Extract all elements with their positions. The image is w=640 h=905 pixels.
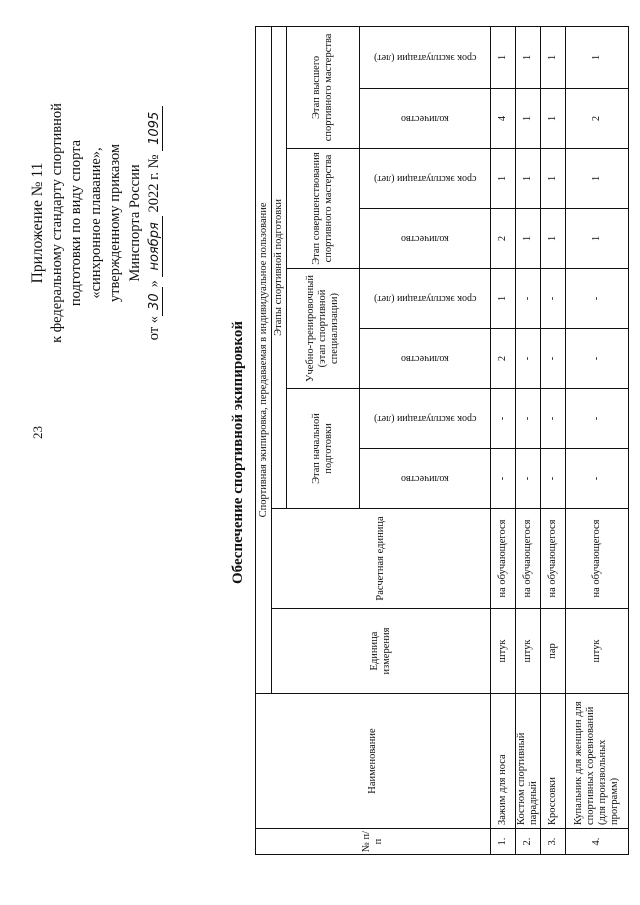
subheader-term: срок эксплуатации (лет): [360, 269, 491, 329]
handwritten-day: 30: [147, 287, 163, 316]
appendix-line: к федеральному стандарту спортивной: [48, 103, 65, 343]
table-row: 2. Костюм спортивный парадный штук на обучающегося - - - - 1 1 1 1: [516, 26, 541, 854]
appendix-line: утвержденному приказом: [107, 143, 123, 303]
header-num: № п/п: [256, 829, 491, 855]
table-row: 4. Купальник для женщин для спортивных соревнований (для произвольных программ) штук на обучающегося - - - - 1 1 2 1: [566, 26, 629, 854]
equipment-table: [255, 26, 629, 855]
header-stage-2: Учебно-тренировочный (этап спортивной специализации): [287, 269, 360, 389]
header-stage-3: Этап совершенствования спортивного мастерства: [287, 149, 360, 269]
page-number: 23: [30, 426, 45, 439]
table-row: 3. Кроссовки пар на обучающегося - - - - 1 1 1 1: [541, 26, 566, 854]
appendix-line: Минспорта России: [126, 164, 143, 282]
header-stage-4: Этап высшего спортивного мастерства: [287, 26, 360, 148]
table-caption: Спортивная экипировка, передаваемая в индивидуальное пользование: [256, 26, 272, 693]
subheader-qty: количество: [360, 89, 491, 149]
subheader-qty: количество: [360, 209, 491, 269]
appendix-title: Приложение № 11: [29, 162, 46, 284]
table-row: 1. Зажим для носа штук на обучающегося - - 2 1 2 1 4 1: [491, 26, 516, 854]
subheader-qty: количество: [360, 329, 491, 389]
subheader-term: срок эксплуатации (лет): [360, 389, 491, 449]
header-name: Наименование: [256, 694, 491, 829]
header-unit: Единица измерения: [272, 609, 491, 694]
header-calc: Расчетная единица: [272, 509, 491, 609]
appendix-line: «синхронное плавание»,: [87, 147, 104, 299]
subheader-term: срок эксплуатации (лет): [360, 149, 491, 209]
handwritten-number: 1095: [147, 106, 163, 151]
subheader-qty: количество: [360, 449, 491, 509]
header-stages: Этапы спортивной подготовки: [272, 26, 287, 508]
appendix-block: [28, 23, 165, 423]
handwritten-month: ноября: [147, 216, 163, 276]
document-title: Обеспечение спортивной экипировкой: [230, 321, 246, 585]
appendix-date-line: от «30» ноября 2022 г. № 1095: [145, 23, 165, 423]
appendix-line: подготовки по виду спорта: [68, 139, 84, 307]
header-stage-1: Этап начальной подготовки: [287, 389, 360, 509]
subheader-term: срок эксплуатации (лет): [360, 26, 491, 88]
